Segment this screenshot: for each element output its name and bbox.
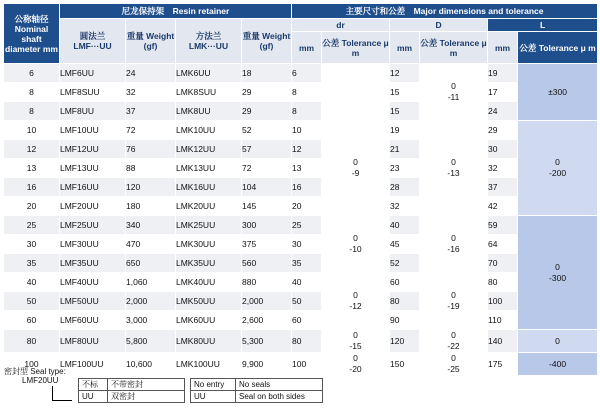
tolerance-value: -11 bbox=[447, 92, 460, 102]
lmk-part-cell: LMK12UU bbox=[176, 140, 242, 159]
seal-example-code: LMF20UU bbox=[22, 376, 59, 385]
L-mm-cell: 110 bbox=[488, 311, 518, 330]
dr-tol-header: 公差 Tolerance μ m bbox=[322, 32, 390, 64]
tolerance-value: 0 bbox=[353, 353, 358, 363]
dr-mm-cell: 8 bbox=[292, 102, 322, 121]
D-tolerance-cell bbox=[420, 64, 488, 121]
L-mm-cell: 30 bbox=[488, 140, 518, 159]
tolerance-value: -13 bbox=[447, 168, 460, 178]
lmk-weight-cell: 880 bbox=[242, 273, 292, 292]
legend-code-cell: 不标 bbox=[79, 379, 108, 391]
tolerance-value: -200 bbox=[549, 168, 567, 178]
shaft-cell: 30 bbox=[4, 235, 60, 254]
tolerance-value: 0 bbox=[451, 330, 456, 340]
lmk-weight-cell: 375 bbox=[242, 235, 292, 254]
lmk-weight-cell: 5,300 bbox=[242, 330, 292, 353]
table-row bbox=[4, 121, 598, 140]
dr-tolerance-cell bbox=[322, 330, 390, 353]
seal-type-title: 密封型 Seal type: bbox=[4, 367, 66, 376]
L-header: L bbox=[488, 19, 598, 32]
tolerance-value: -19 bbox=[447, 301, 460, 311]
lmk-weight-cell: 104 bbox=[242, 178, 292, 197]
lmf-weight-cell: 76 bbox=[126, 140, 176, 159]
lmk-part-cell: LMK8SUU bbox=[176, 83, 242, 102]
legend-desc-cell: 双密封 bbox=[108, 391, 185, 403]
lmk-weight-cell: 18 bbox=[242, 64, 292, 83]
legend-code-cell: UU bbox=[191, 391, 236, 403]
dr-mm-cell: 35 bbox=[292, 254, 322, 273]
lmf-weight-cell: 470 bbox=[126, 235, 176, 254]
resin-header: 尼龙保持架 Resin retainer bbox=[60, 4, 292, 19]
seal-legend-en bbox=[190, 378, 323, 403]
L-tolerance-cell bbox=[518, 216, 598, 330]
table-row bbox=[4, 64, 598, 83]
lmk-part-cell: LMK6UU bbox=[176, 64, 242, 83]
dr-mm-cell: 25 bbox=[292, 216, 322, 235]
table-row bbox=[4, 292, 598, 311]
tolerance-value: -12 bbox=[349, 301, 362, 311]
L-mm-cell: 59 bbox=[488, 216, 518, 235]
legend-desc-cell: Seal on both sides bbox=[236, 391, 323, 403]
D-mm-cell: 32 bbox=[390, 197, 420, 216]
shaft-cell: 35 bbox=[4, 254, 60, 273]
weight2-header: 重量 Weight (gf) bbox=[242, 19, 292, 64]
legend-desc-cell: No seals bbox=[236, 379, 323, 391]
D-tol-header: 公差 Tolerance μ m bbox=[420, 32, 488, 64]
shaft-cell: 100 bbox=[4, 353, 60, 376]
table-row bbox=[4, 254, 598, 273]
L-tolerance-cell bbox=[518, 353, 598, 376]
lmf-part-cell: LMF30UU bbox=[60, 235, 126, 254]
L-mm-cell: 175 bbox=[488, 353, 518, 376]
lmf-part-cell: LMF50UU bbox=[60, 292, 126, 311]
shaft-cell: 6 bbox=[4, 64, 60, 83]
L-mm-header: mm bbox=[488, 32, 518, 64]
tolerance-value: -25 bbox=[447, 364, 460, 374]
D-mm-cell: 28 bbox=[390, 178, 420, 197]
lmf-part-cell: LMF40UU bbox=[60, 273, 126, 292]
dr-mm-cell: 80 bbox=[292, 330, 322, 353]
dr-mm-cell: 16 bbox=[292, 178, 322, 197]
L-mm-cell: 19 bbox=[488, 64, 518, 83]
L-mm-cell: 42 bbox=[488, 197, 518, 216]
lmf-weight-cell: 3,000 bbox=[126, 311, 176, 330]
lmk-weight-cell: 9,900 bbox=[242, 353, 292, 376]
tolerance-value: 0 bbox=[555, 261, 560, 272]
table-row bbox=[4, 273, 598, 292]
lmf-weight-cell: 1,060 bbox=[126, 273, 176, 292]
lmf-part-cell: LMF10UU bbox=[60, 121, 126, 140]
L-mm-cell: 32 bbox=[488, 159, 518, 178]
tolerance-value: -22 bbox=[447, 341, 460, 351]
lmf-part-cell: LMF25UU bbox=[60, 216, 126, 235]
lmf-weight-cell: 88 bbox=[126, 159, 176, 178]
legend-code-cell: UU bbox=[79, 391, 108, 403]
lmk-part-cell: LMK8UU bbox=[176, 102, 242, 121]
lmf-weight-cell: 24 bbox=[126, 64, 176, 83]
shaft-cell: 60 bbox=[4, 311, 60, 330]
lmk-weight-cell: 29 bbox=[242, 102, 292, 121]
table-row bbox=[4, 216, 598, 235]
L-mm-cell: 37 bbox=[488, 178, 518, 197]
dr-mm-cell: 10 bbox=[292, 121, 322, 140]
L-mm-cell: 29 bbox=[488, 121, 518, 140]
lmk-weight-cell: 560 bbox=[242, 254, 292, 273]
shaft-cell: 25 bbox=[4, 216, 60, 235]
D-mm-cell: 52 bbox=[390, 254, 420, 273]
D-mm-cell: 90 bbox=[390, 311, 420, 330]
legend-desc-cell: 不带密封 bbox=[108, 379, 185, 391]
lmk-part-cell: LMK100UU bbox=[176, 353, 242, 376]
lmk-weight-cell: 145 bbox=[242, 197, 292, 216]
weight1-header: 重量 Weight (gf) bbox=[126, 19, 176, 64]
lmf-weight-cell: 72 bbox=[126, 121, 176, 140]
major-header: 主要尺寸和公差 Major dimensions and tolerance bbox=[292, 4, 598, 19]
lmf-part-cell: LMF13UU bbox=[60, 159, 126, 178]
table-row bbox=[4, 140, 598, 159]
D-tolerance-cell bbox=[420, 330, 488, 353]
L-mm-cell: 70 bbox=[488, 254, 518, 273]
lmk-part-cell: LMK60UU bbox=[176, 311, 242, 330]
lmk-part-cell: LMK80UU bbox=[176, 330, 242, 353]
tolerance-value: 0 bbox=[451, 81, 456, 91]
lmf-weight-cell: 10,600 bbox=[126, 353, 176, 376]
lmk-part-cell: LMK30UU bbox=[176, 235, 242, 254]
dr-mm-cell: 60 bbox=[292, 311, 322, 330]
dr-tolerance-cell bbox=[322, 64, 390, 121]
table-row bbox=[4, 330, 598, 353]
dr-tolerance-cell bbox=[322, 273, 390, 330]
D-mm-cell: 21 bbox=[390, 140, 420, 159]
lmf-part-cell: LMF35UU bbox=[60, 254, 126, 273]
lmk-weight-cell: 57 bbox=[242, 140, 292, 159]
lmk-part-cell: LMK25UU bbox=[176, 216, 242, 235]
L-mm-cell: 80 bbox=[488, 273, 518, 292]
shaft-cell: 10 bbox=[4, 121, 60, 140]
dr-mm-cell: 20 bbox=[292, 197, 322, 216]
dr-tolerance-cell bbox=[322, 121, 390, 216]
dr-mm-cell: 8 bbox=[292, 83, 322, 102]
D-mm-cell: 23 bbox=[390, 159, 420, 178]
lmf-part-cell: LMF8SUU bbox=[60, 83, 126, 102]
lmk-part-cell: LMK13UU bbox=[176, 159, 242, 178]
lmk-part-cell: LMK50UU bbox=[176, 292, 242, 311]
seal-legend-cn bbox=[78, 378, 185, 403]
L-mm-cell: 64 bbox=[488, 235, 518, 254]
spec-table bbox=[3, 3, 598, 376]
tolerance-value: -9 bbox=[351, 168, 360, 178]
dr-mm-cell: 100 bbox=[292, 353, 322, 376]
lmk-part-cell: LMK20UU bbox=[176, 197, 242, 216]
tolerance-value: 0 bbox=[451, 233, 456, 243]
tolerance-value: 0 bbox=[353, 157, 358, 167]
shaft-cell: 8 bbox=[4, 83, 60, 102]
tolerance-value: 0 bbox=[451, 157, 456, 167]
D-tolerance-cell bbox=[420, 121, 488, 216]
lmf-part-cell: LMF20UU bbox=[60, 197, 126, 216]
L-mm-cell: 100 bbox=[488, 292, 518, 311]
tolerance-value: -16 bbox=[447, 244, 460, 254]
shaft-cell: 13 bbox=[4, 159, 60, 178]
lmf-part-cell: LMF12UU bbox=[60, 140, 126, 159]
L-mm-cell: 24 bbox=[488, 102, 518, 121]
shaft-cell: 50 bbox=[4, 292, 60, 311]
legend-connector-hook bbox=[52, 400, 72, 401]
lmf-weight-cell: 32 bbox=[126, 83, 176, 102]
lmf-weight-cell: 340 bbox=[126, 216, 176, 235]
lmk-part-cell: LMK16UU bbox=[176, 178, 242, 197]
dr-mm-cell: 30 bbox=[292, 235, 322, 254]
D-tolerance-cell bbox=[420, 273, 488, 330]
D-mm-cell: 80 bbox=[390, 292, 420, 311]
dr-mm-cell: 6 bbox=[292, 64, 322, 83]
D-mm-cell: 150 bbox=[390, 353, 420, 376]
dr-mm-cell: 50 bbox=[292, 292, 322, 311]
lmk-weight-cell: 72 bbox=[242, 159, 292, 178]
table-row bbox=[4, 178, 598, 197]
tolerance-value: 0 bbox=[353, 290, 358, 300]
shaft-cell: 20 bbox=[4, 197, 60, 216]
lmk-weight-cell: 300 bbox=[242, 216, 292, 235]
dr-tolerance-cell bbox=[322, 353, 390, 376]
lmk-weight-cell: 2,600 bbox=[242, 311, 292, 330]
shaft-header: 公称轴径 Nominal shaft diameter mm bbox=[4, 4, 60, 64]
dr-tolerance-cell bbox=[322, 216, 390, 273]
dr-mm-cell: 40 bbox=[292, 273, 322, 292]
legend-code-cell: No entry bbox=[191, 379, 236, 391]
D-mm-cell: 40 bbox=[390, 216, 420, 235]
D-mm-header: mm bbox=[390, 32, 420, 64]
table-row bbox=[4, 83, 598, 102]
lmf-part-cell: LMF100UU bbox=[60, 353, 126, 376]
table-row bbox=[4, 102, 598, 121]
shaft-cell: 16 bbox=[4, 178, 60, 197]
D-mm-cell: 15 bbox=[390, 102, 420, 121]
lmf-weight-cell: 5,800 bbox=[126, 330, 176, 353]
L-mm-cell: 17 bbox=[488, 83, 518, 102]
tolerance-value: -20 bbox=[349, 364, 362, 374]
lmf-part-cell: LMF80UU bbox=[60, 330, 126, 353]
square-flange-header: 方法兰 LMK···UU bbox=[176, 19, 242, 64]
table-row bbox=[4, 353, 598, 376]
D-tolerance-cell bbox=[420, 353, 488, 376]
D-header: D bbox=[390, 19, 488, 32]
D-mm-cell: 45 bbox=[390, 235, 420, 254]
L-mm-cell: 140 bbox=[488, 330, 518, 353]
dr-mm-header: mm bbox=[292, 32, 322, 64]
lmf-part-cell: LMF6UU bbox=[60, 64, 126, 83]
tolerance-value: -300 bbox=[549, 272, 567, 283]
table-row bbox=[4, 159, 598, 178]
L-tolerance-cell bbox=[518, 64, 598, 121]
tolerance-value: -15 bbox=[349, 341, 362, 351]
shaft-cell: 40 bbox=[4, 273, 60, 292]
lmk-part-cell: LMK35UU bbox=[176, 254, 242, 273]
lmf-weight-cell: 650 bbox=[126, 254, 176, 273]
tolerance-value: 0 bbox=[353, 233, 358, 243]
lmf-part-cell: LMF16UU bbox=[60, 178, 126, 197]
lmf-weight-cell: 180 bbox=[126, 197, 176, 216]
L-tolerance-cell bbox=[518, 121, 598, 216]
tolerance-value: 0 bbox=[353, 330, 358, 340]
lmf-weight-cell: 37 bbox=[126, 102, 176, 121]
D-mm-cell: 60 bbox=[390, 273, 420, 292]
D-mm-cell: 12 bbox=[390, 64, 420, 83]
shaft-cell: 8 bbox=[4, 102, 60, 121]
lmf-part-cell: LMF8UU bbox=[60, 102, 126, 121]
lmf-part-cell: LMF60UU bbox=[60, 311, 126, 330]
tolerance-value: 0 bbox=[451, 290, 456, 300]
L-tolerance-cell bbox=[518, 330, 598, 353]
D-mm-cell: 120 bbox=[390, 330, 420, 353]
shaft-cell: 12 bbox=[4, 140, 60, 159]
round-flange-header: 圆法兰 LMF···UU bbox=[60, 19, 126, 64]
dr-mm-cell: 12 bbox=[292, 140, 322, 159]
lmk-weight-cell: 52 bbox=[242, 121, 292, 140]
dr-header: dr bbox=[292, 19, 390, 32]
table-row bbox=[4, 311, 598, 330]
D-mm-cell: 19 bbox=[390, 121, 420, 140]
tolerance-value: -10 bbox=[349, 244, 362, 254]
lmf-weight-cell: 2,000 bbox=[126, 292, 176, 311]
lmf-weight-cell: 120 bbox=[126, 178, 176, 197]
lmk-weight-cell: 2,000 bbox=[242, 292, 292, 311]
lmk-part-cell: LMK40UU bbox=[176, 273, 242, 292]
table-row bbox=[4, 235, 598, 254]
D-tolerance-cell bbox=[420, 216, 488, 273]
dr-mm-cell: 13 bbox=[292, 159, 322, 178]
L-tol-header: 公差 Tolerance μ m bbox=[518, 32, 598, 64]
tolerance-value: 0 bbox=[555, 157, 560, 167]
lmk-part-cell: LMK10UU bbox=[176, 121, 242, 140]
tolerance-value: -400 bbox=[549, 358, 567, 369]
legend-connector bbox=[52, 386, 53, 400]
tolerance-value: ±300 bbox=[548, 86, 567, 97]
shaft-cell: 80 bbox=[4, 330, 60, 353]
lmk-weight-cell: 29 bbox=[242, 83, 292, 102]
table-row bbox=[4, 197, 598, 216]
tolerance-value: 0 bbox=[451, 353, 456, 363]
tolerance-value: 0 bbox=[555, 335, 560, 346]
D-mm-cell: 15 bbox=[390, 83, 420, 102]
